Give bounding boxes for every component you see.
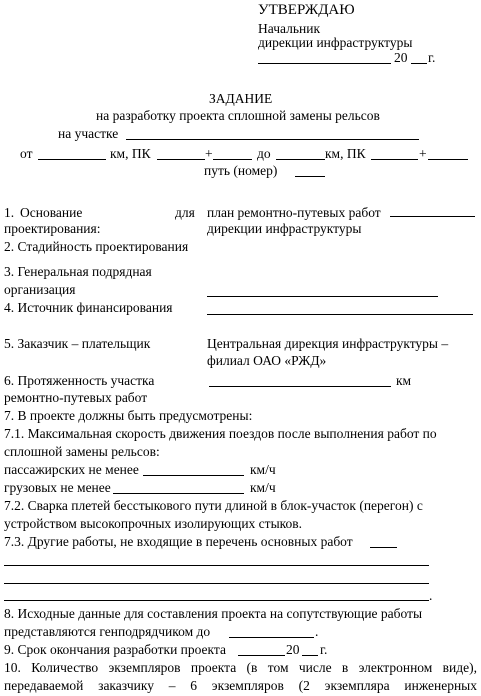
item3-line1: 3. Генеральная подрядная <box>4 264 152 279</box>
freight-speed-blank <box>113 493 244 494</box>
item8-date-blank <box>229 637 314 638</box>
item8-period: . <box>315 624 319 639</box>
approval-date-blank <box>411 63 427 64</box>
track-label: путь (номер) <box>204 163 278 178</box>
item9-date-blank <box>238 655 285 656</box>
item10-line1: 10. Количество экземпляров проекта (в том числе в электронном виде), <box>4 660 477 675</box>
approval-date-suffix: г. <box>428 50 436 65</box>
item1-blank <box>390 216 475 217</box>
approval-title: УТВЕРЖДАЮ <box>258 2 355 18</box>
plus-1: + <box>205 146 213 161</box>
to-label: до <box>257 146 271 161</box>
item10-line2: передаваемой заказчику – 6 экземпляров (2 экземпляра инженерных <box>4 678 477 693</box>
passenger-speed-blank <box>143 475 244 476</box>
item5: 5. Заказчик – плательщик <box>4 336 151 351</box>
document-subtitle: на разработку проекта сплошной замены рельсов <box>96 108 380 123</box>
item7-2-line2: устройством высокопрочных изолирующих стыков. <box>4 516 303 531</box>
km-pk-label-2: км, ПК <box>325 146 366 161</box>
item6-blank <box>209 386 391 387</box>
item6-unit: км <box>396 373 412 388</box>
item8-line2: представляются генподрядчиком до <box>4 624 211 639</box>
item7-3-line-b <box>4 583 429 584</box>
item1-value-line2: дирекции инфраструктуры <box>207 221 362 236</box>
to-pk-blank <box>371 159 418 160</box>
item7-3-blank <box>370 547 397 548</box>
item8-line1: 8. Исходные данные для составления проекта на сопутствующие работы <box>4 606 423 621</box>
item5-value-line2: филиал ОАО «РЖД» <box>207 353 327 368</box>
item7-2-line1: 7.2. Сварка плетей бесстыкового пути длиной в блок-участок (перегон) с <box>4 498 423 513</box>
item9-year-blank <box>302 655 318 656</box>
item6-line1: 6. Протяженность участка <box>4 373 155 388</box>
from-pk-blank <box>157 159 205 160</box>
item1-number: 1. <box>4 205 15 220</box>
item7-3-line-c <box>4 600 429 601</box>
from-label: от <box>20 146 33 161</box>
section-blank <box>126 139 419 140</box>
km-pk-label-1: км, ПК <box>110 146 151 161</box>
item9-suffix: г. <box>320 642 328 657</box>
passenger-label: пассажирских не менее <box>4 462 139 477</box>
approval-position-line2: дирекции инфраструктуры <box>258 35 413 50</box>
item5-value-line1: Центральная дирекция инфраструктуры – <box>207 336 449 351</box>
item7: 7. В проекте должны быть предусмотрены: <box>4 408 253 423</box>
item3-blank <box>207 296 438 297</box>
from-plus-blank <box>213 159 252 160</box>
item7-3-line-a <box>4 565 429 566</box>
item2: 2. Стадийность проектирования <box>4 239 189 254</box>
document-title: ЗАДАНИЕ <box>209 91 273 106</box>
freight-label: грузовых не менее <box>4 480 111 495</box>
item1-word1: Основание <box>20 205 83 220</box>
item3-line2: организация <box>4 282 76 297</box>
track-blank <box>295 176 325 177</box>
section-label: на участке <box>58 126 119 141</box>
item1-line2: проектирования: <box>4 221 101 236</box>
item7-1-line1: 7.1. Максимальная скорость движения поездов после выполнения работ по <box>4 426 437 441</box>
item7-3: 7.3. Другие работы, не входящие в перечень основных работ <box>4 534 353 549</box>
approval-position-line1: Начальник <box>258 21 321 36</box>
approval-date-year: 20 <box>394 50 408 65</box>
item4-blank <box>207 314 473 315</box>
plus-2: + <box>419 146 427 161</box>
item7-1-line2: сплошной замены рельсов: <box>4 444 160 459</box>
item1-value-line1: план ремонтно-путевых работ <box>207 205 381 220</box>
from-km-blank <box>38 159 106 160</box>
passenger-unit: км/ч <box>250 462 276 477</box>
to-km-blank <box>276 159 325 160</box>
approval-signature-line <box>258 63 391 64</box>
item9-year: 20 <box>286 642 300 657</box>
item7-3-period: . <box>429 588 433 603</box>
freight-unit: км/ч <box>250 480 276 495</box>
item4: 4. Источник финансирования <box>4 300 173 315</box>
item9-label: 9. Срок окончания разработки проекта <box>4 642 226 657</box>
item1-word2: для <box>175 205 195 220</box>
item6-line2: ремонтно-путевых работ <box>4 390 148 405</box>
to-plus-blank <box>428 159 468 160</box>
